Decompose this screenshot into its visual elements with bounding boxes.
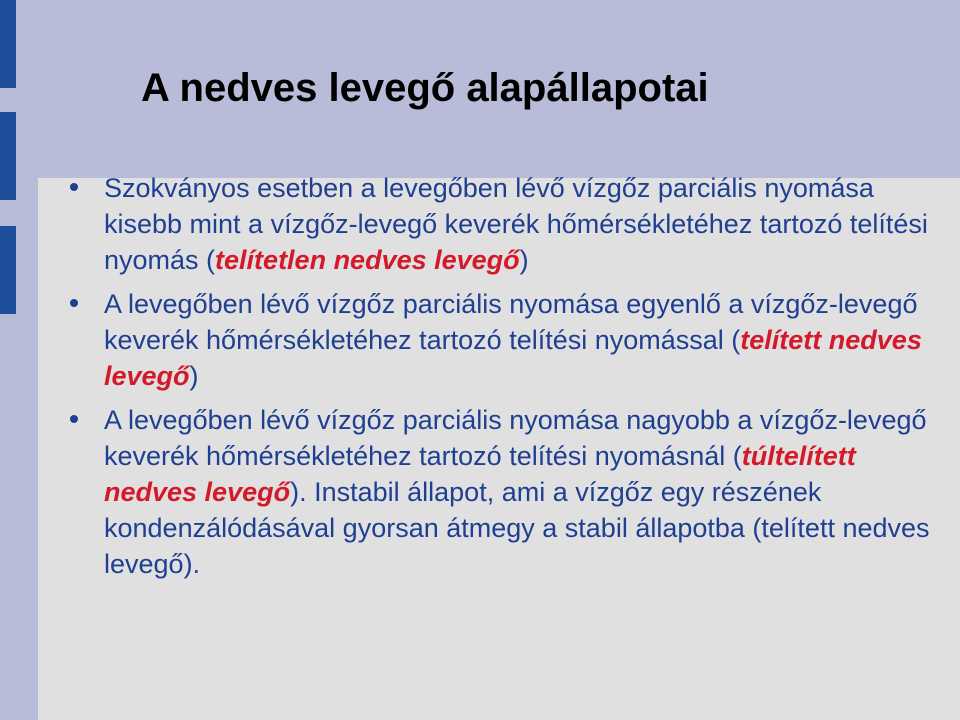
bullet-item-2 bbox=[70, 286, 930, 394]
bullet-text-end: ) bbox=[189, 361, 199, 391]
left-accent-bar-1 bbox=[0, 0, 16, 88]
highlight-term: túltelített nedves levegő bbox=[104, 441, 856, 507]
bullet-list bbox=[70, 170, 930, 590]
bullet-text-end: ). Instabil állapot, ami a vízgőz egy részének kondenzálódásával gyorsan átmegy a stabil állapotba (telített nedves levegő). bbox=[104, 477, 930, 579]
slide-title: A nedves levegő alapállapotai bbox=[141, 66, 709, 110]
left-accent-bar-3 bbox=[0, 226, 16, 314]
highlight-term: telítetlen nedves levegő bbox=[215, 245, 520, 275]
highlight-term: telített nedves levegő bbox=[104, 325, 922, 391]
bullet-text: Szokványos esetben a levegőben lévő vízgőz parciális nyomása kisebb mint a vízgőz-levegő keverék hőmérsékletéhez tartozó telítési nyomás ( bbox=[104, 173, 928, 275]
bullet-dot-icon bbox=[70, 299, 78, 307]
bullet-text: A levegőben lévő vízgőz parciális nyomása nagyobb a vízgőz-levegő keverék hőmérsékletéhez tartozó telítési nyomásnál ( bbox=[104, 405, 927, 471]
bullet-text-end: ) bbox=[519, 245, 529, 275]
bullet-dot-icon bbox=[70, 415, 78, 423]
bullet-dot-icon bbox=[70, 183, 78, 191]
bullet-text: A levegőben lévő vízgőz parciális nyomása egyenlő a vízgőz-levegő keverék hőmérsékletéhez tartozó telítési nyomással ( bbox=[104, 289, 918, 355]
left-decoration-strip bbox=[0, 0, 38, 720]
bullet-item-3 bbox=[70, 402, 930, 582]
bullet-item-1 bbox=[70, 170, 930, 278]
left-accent-bar-2 bbox=[0, 112, 16, 200]
